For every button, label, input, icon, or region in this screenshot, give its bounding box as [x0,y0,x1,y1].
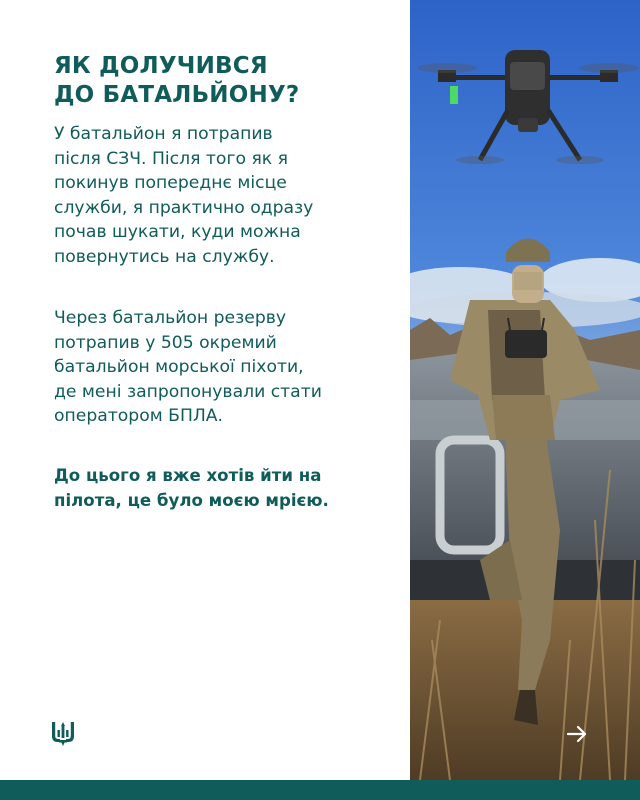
soldier-drone-photo [410,0,640,780]
paragraph-line: До цього я вже хотів йти на [54,466,322,485]
arrow-right-icon[interactable] [565,724,589,744]
paragraph-line: покинув попереднє місце [54,173,287,193]
paragraph-dream [54,464,394,513]
paragraph-line: де мені запропонували стати [54,381,322,402]
paragraph-line: У батальйон я потрапив [54,124,273,144]
paragraph-line: батальйон морської піхоти, [54,357,304,377]
paragraph-line: після СЗЧ. Після того як я [54,148,288,169]
page-title [54,52,394,110]
photo-illustration [410,0,640,780]
paragraph-battalion [54,306,394,429]
title-line: ДО БАТАЛЬЙОНУ? [54,82,300,108]
paragraph-intro [54,122,394,269]
paragraph-line: повернутись на службу. [54,246,275,267]
bottom-accent-bar [0,780,640,800]
paragraph-line: почав шукати, куди можна [54,222,301,242]
paragraph-line: Через батальйон резерву [54,308,287,328]
trident-icon [52,722,74,746]
title-line: ЯК ДОЛУЧИВСЯ [54,53,268,79]
paragraph-line: потрапив у 505 окремий [54,332,277,353]
paragraph-line: пілота, це було моєю мрією. [54,490,329,510]
paragraph-line: оператором БПЛА. [54,406,224,426]
paragraph-line: служби, я практично одразу [54,197,314,218]
